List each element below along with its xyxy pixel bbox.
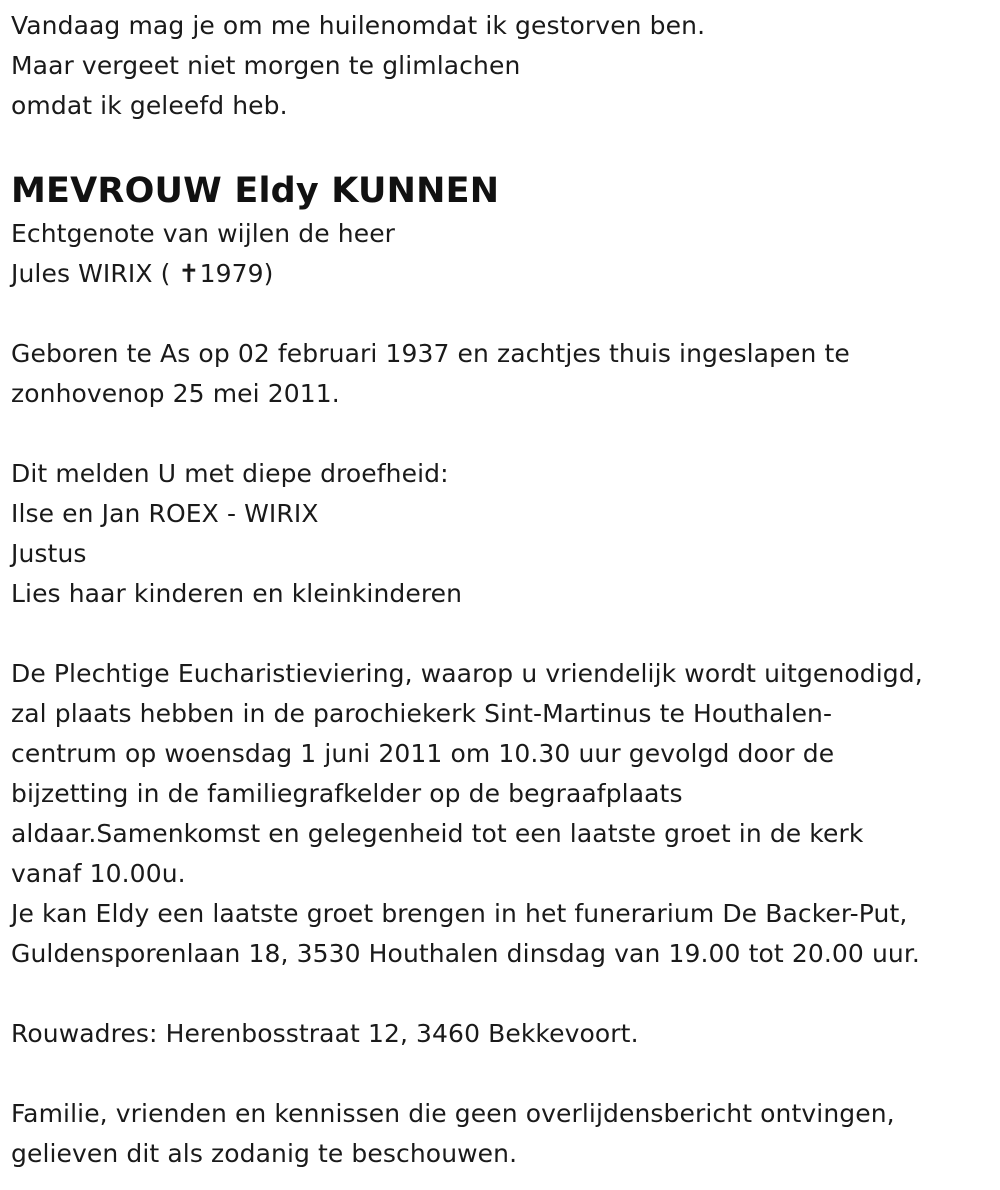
birth-death-line: Geboren te As op 02 februari 1937 en zachtjes thuis ingeslapen te [11,339,850,368]
spacer [11,126,986,168]
death-notice [11,6,986,1174]
poem [11,6,986,126]
birth-death-line: zonhovenop 25 mei 2011. [11,379,340,408]
spacer [11,294,986,334]
poem-line: omdat ik geleefd heb. [11,91,288,120]
spouse-death-year: 1979) [199,259,274,288]
cross-icon: ✝ [178,259,200,288]
spouse-line: Echtgenote van wijlen de heer [11,219,396,248]
mourners-block [11,454,986,614]
mourners-line: Dit melden U met diepe droefheid: [11,459,449,488]
ceremony-line: aldaar.Samenkomst en gelegenheid tot een laatste groet in de kerk [11,819,864,848]
closing-line: Familie, vrienden en kennissen die geen overlijdensbericht ontvingen, [11,1099,895,1128]
closing-block [11,1094,986,1174]
ceremony-line: bijzetting in de familiegrafkelder op de begraafplaats [11,779,683,808]
ceremony-line: Guldensporenlaan 18, 3530 Houthalen dinsdag van 19.00 tot 20.00 uur. [11,939,920,968]
ceremony-line: vanaf 10.00u. [11,859,186,888]
poem-line: Vandaag mag je om me huilenomdat ik gestorven ben. [11,11,706,40]
ceremony-line: centrum op woensdag 1 juni 2011 om 10.30 uur gevolgd door de [11,739,835,768]
spouse-name-line [11,254,986,294]
spacer [11,614,986,654]
mourners-line: Lies haar kinderen en kleinkinderen [11,579,463,608]
spacer [11,974,986,1014]
spouse-name: Jules WIRIX ( [11,259,179,288]
closing-line: gelieven dit als zodanig te beschouwen. [11,1139,518,1168]
deceased-block [11,168,986,294]
spacer [11,414,986,454]
ceremony-line: De Plechtige Eucharistieviering, waarop u vriendelijk wordt uitgenodigd, [11,659,923,688]
birth-death-block [11,334,986,414]
spacer [11,1054,986,1094]
poem-line: Maar vergeet niet morgen te glimlachen [11,51,521,80]
mourning-address: Rouwadres: Herenbosstraat 12, 3460 Bekkevoort. [11,1019,639,1048]
deceased-name-title: MEVROUW Eldy KUNNEN [11,171,500,211]
mourners-line: Ilse en Jan ROEX - WIRIX [11,499,319,528]
ceremony-line: zal plaats hebben in de parochiekerk Sint-Martinus te Houthalen- [11,699,833,728]
ceremony-block [11,654,986,974]
ceremony-line: Je kan Eldy een laatste groet brengen in het funerarium De Backer-Put, [11,899,908,928]
mourners-line: Justus [11,539,87,568]
